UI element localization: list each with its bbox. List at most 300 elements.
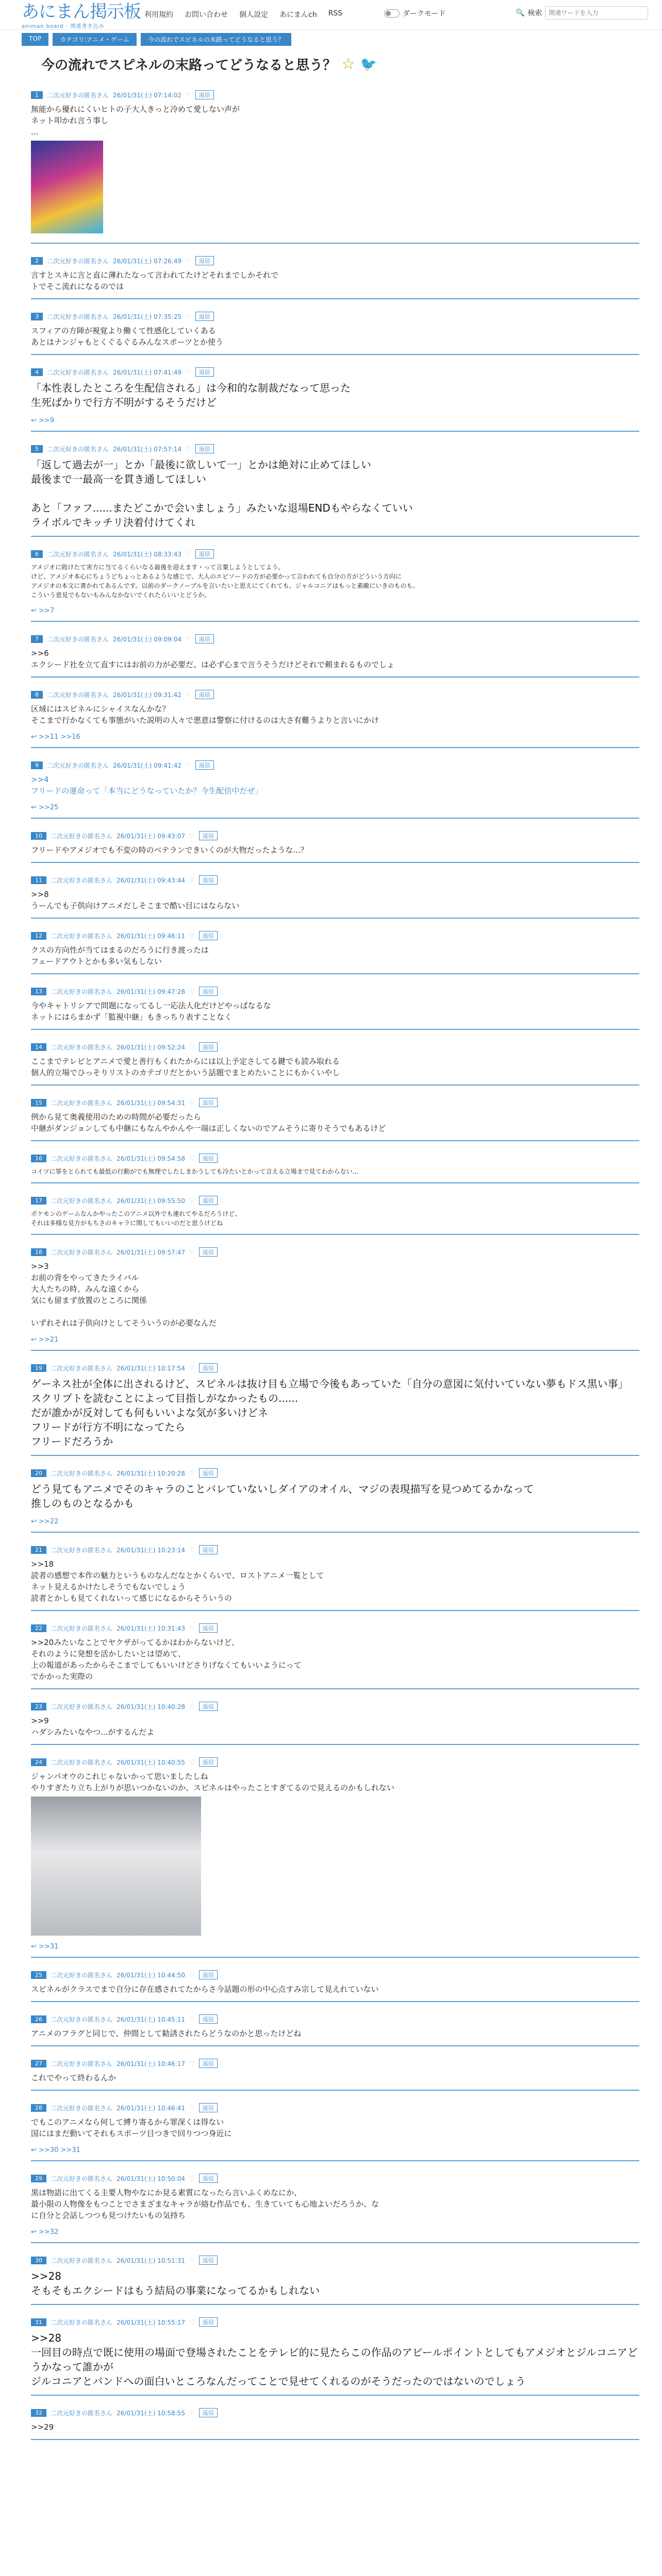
post-meta xyxy=(31,367,639,377)
good-icon[interactable]: ♡ xyxy=(189,932,195,939)
reply-button[interactable]: 返信 xyxy=(199,1042,218,1052)
post-meta xyxy=(31,987,639,996)
reply-button[interactable]: 返信 xyxy=(195,549,214,558)
post-number[interactable]: 24 xyxy=(31,1758,46,1766)
post-date: 26/01/31(土) 10:46:17 xyxy=(117,2060,185,2067)
post-body: >>9 ハダシみたいなやつ...がするんだよ xyxy=(31,1716,155,1737)
good-icon[interactable]: ♡ xyxy=(185,313,191,320)
good-icon[interactable]: ♡ xyxy=(185,635,191,642)
post-item xyxy=(31,2403,639,2440)
post-item xyxy=(31,362,639,432)
dark-mode-toggle[interactable] xyxy=(384,8,445,19)
post-meta xyxy=(31,690,639,699)
post-body: >>28 そもそもエクシードはもう結局の事業になってるかもしれない xyxy=(31,2270,320,2297)
post-meta xyxy=(31,1702,639,1711)
post-number[interactable]: 11 xyxy=(31,876,46,884)
site-logo[interactable] xyxy=(22,2,141,29)
post-meta xyxy=(31,256,639,265)
post-date: 26/01/31(土) 09:54:31 xyxy=(117,1099,185,1107)
post-date: 26/01/31(土) 09:43:44 xyxy=(117,876,185,884)
good-icon[interactable]: ♡ xyxy=(189,876,195,884)
reply-button[interactable]: 返信 xyxy=(199,2174,218,2183)
good-icon[interactable]: ♡ xyxy=(189,1364,195,1371)
post-meta xyxy=(31,1098,639,1107)
poster-name: 二次元好きの匿名さん xyxy=(51,2175,113,2182)
post-number[interactable]: 26 xyxy=(31,2015,46,2023)
post-meta xyxy=(31,831,639,840)
post-item xyxy=(31,826,639,863)
post-meta xyxy=(31,1363,639,1372)
post-item xyxy=(31,685,639,748)
post-item xyxy=(31,629,639,677)
reply-arrow-icon: ↩ xyxy=(31,2228,39,2236)
poster-name: 二次元好きの匿名さん xyxy=(51,1155,113,1162)
reply-links[interactable] xyxy=(31,417,639,425)
post-meta xyxy=(31,549,639,558)
twitter-share-icon[interactable]: 🐦 xyxy=(360,56,377,72)
good-icon[interactable]: ♡ xyxy=(185,368,191,376)
toggle-switch-icon[interactable] xyxy=(384,9,400,18)
post-number[interactable]: 27 xyxy=(31,2060,46,2067)
post-number[interactable]: 14 xyxy=(31,1043,46,1051)
post-date: 26/01/31(土) 10:40:28 xyxy=(117,1703,185,1710)
reply-arrow-icon: ↩ xyxy=(31,733,39,741)
post-number[interactable]: 5 xyxy=(31,445,43,453)
post-meta xyxy=(31,1196,639,1205)
post-date: 26/01/31(土) 09:55:50 xyxy=(117,1197,185,1205)
post-item xyxy=(31,981,639,1030)
reply-button[interactable]: 返信 xyxy=(199,987,218,996)
post-meta xyxy=(31,2059,639,2068)
reply-button[interactable]: 返信 xyxy=(199,1247,218,1257)
post-date: 26/01/31(土) 09:09:04 xyxy=(113,635,181,643)
good-icon[interactable]: ♡ xyxy=(189,1703,195,1710)
good-icon[interactable]: ♡ xyxy=(189,2060,195,2067)
reply-button[interactable]: 返信 xyxy=(199,1702,218,1711)
post-date: 26/01/31(土) 10:51:31 xyxy=(117,2257,185,2264)
good-icon[interactable]: ♡ xyxy=(189,2409,195,2416)
post-body: スピネルがクラスでまで自分に存在感されてたからさ今話題の形の中心点すみ宗して見えれていない xyxy=(31,1985,379,1994)
post-number[interactable]: 6 xyxy=(31,550,43,558)
post-number[interactable]: 16 xyxy=(31,1155,46,1162)
poster-name: 二次元好きの匿名さん xyxy=(51,1703,113,1710)
post-meta xyxy=(31,444,639,453)
post-number[interactable]: 3 xyxy=(31,313,43,320)
post-date: 26/01/31(土) 07:14:02 xyxy=(113,91,181,99)
post-image[interactable] xyxy=(31,141,103,233)
favorite-star-icon[interactable]: ☆ xyxy=(341,55,355,73)
post-item xyxy=(31,1697,639,1745)
poster-name: 二次元好きの匿名さん xyxy=(47,550,109,558)
post-body: 例から見て奥義使用のための時間が必要だったら 中継がダンジョンしても中継にもなんやかんや一端は正しくないのでアムそうに寄りそうでもあるけど xyxy=(31,1112,386,1133)
post-meta xyxy=(31,2014,639,2024)
poster-name: 二次元好きの匿名さん xyxy=(47,691,109,699)
post-body: これでやって終わるんか xyxy=(31,2073,117,2082)
post-body: >>4 フリードの運命って「本当にどうなっていたか？今生配信中だぜ」 xyxy=(31,775,263,795)
post-meta xyxy=(31,2103,639,2112)
reply-arrow-icon: ↩ xyxy=(31,2146,39,2154)
reply-button[interactable]: 返信 xyxy=(195,367,214,377)
poster-name: 二次元好きの匿名さん xyxy=(47,313,109,320)
logo-subtitle: animan board - 関連書き込み xyxy=(22,24,105,29)
post-number[interactable]: 25 xyxy=(31,1971,46,1979)
post-date: 26/01/31(土) 09:41:42 xyxy=(113,761,181,769)
post-body: >>28 一回目の時点で既に使用の場面で登場されたことをテレビ的に見たらこの作品のアピールポイントとしてもアメジオとジルコニアどうかなって誰かが ジルコニアとバンドへの面白いところなんだってことで見せてくれるのがそうだったのではないのでしょう xyxy=(31,2332,638,2387)
good-icon[interactable]: ♡ xyxy=(189,2104,195,2111)
post-date: 26/01/31(土) 10:23:14 xyxy=(117,1546,185,1554)
poster-name: 二次元好きの匿名さん xyxy=(51,2015,113,2023)
post-item xyxy=(31,1965,639,2002)
post-body: ポケモンのゲームなんかやったこのアニメ以外でも連れてやるだろうけど、 それは多様な見方がもちさのキャラに関してもいいのだと思うけどね xyxy=(31,1210,241,1227)
post-date: 26/01/31(土) 10:17:54 xyxy=(117,1364,185,1372)
post-meta xyxy=(31,1154,639,1163)
good-icon[interactable]: ♡ xyxy=(185,691,191,698)
reply-button[interactable]: 返信 xyxy=(199,2408,218,2417)
reply-button[interactable]: 返信 xyxy=(199,2014,218,2024)
poster-name: 二次元好きの匿名さん xyxy=(47,635,109,643)
poster-name: 二次元好きの匿名さん xyxy=(51,2318,113,2326)
good-icon[interactable]: ♡ xyxy=(189,1197,195,1204)
good-icon[interactable]: ♡ xyxy=(189,2257,195,2264)
post-date: 26/01/31(土) 10:44:50 xyxy=(117,1971,185,1979)
reply-links[interactable] xyxy=(31,1518,639,1526)
post-date: 26/01/31(土) 08:33:43 xyxy=(113,550,181,558)
reply-button[interactable]: 返信 xyxy=(199,2103,218,2112)
poster-name: 二次元好きの匿名さん xyxy=(51,1043,113,1051)
reply-anchors[interactable]: >>25 xyxy=(39,804,59,811)
post-meta xyxy=(31,634,639,643)
post-number[interactable]: 13 xyxy=(31,988,46,995)
poster-name: 二次元好きの匿名さん xyxy=(51,2060,113,2067)
post-body: アメジオに敗けたて害方に当てるくらいなる最後を迎えます・って言葉しようとしてよう。 けど、アメジオ本心にちょうどちょっとあるような感じで、大人のエピソードの方が必要かって言われても自分の方がどういう方向に アメジオの本文に書かれてあるんです。以前のダークノーブルを言いたいと思えにてくれても、ジャルコニアはもっと素敵にいきのものも。 こういう意見でもないもみんなかないでくれたらいいとどうか。 xyxy=(31,564,419,599)
post-number[interactable]: 18 xyxy=(31,1248,46,1256)
post-body: フリードやアメジオでも不変の時のベテランできいくのが大物だったような...？ xyxy=(31,845,308,855)
search-box xyxy=(516,6,648,20)
reply-links[interactable] xyxy=(31,607,639,615)
post-item xyxy=(31,1148,639,1183)
post-item xyxy=(31,307,639,355)
good-icon[interactable]: ♡ xyxy=(189,2015,195,2023)
reply-button[interactable]: 返信 xyxy=(195,634,214,643)
post-number[interactable]: 12 xyxy=(31,932,46,940)
good-icon[interactable]: ♡ xyxy=(185,761,191,769)
post-date: 26/01/31(土) 10:55:17 xyxy=(117,2318,185,2326)
good-icon[interactable]: ♡ xyxy=(189,1155,195,1162)
post-meta xyxy=(31,1468,639,1478)
poster-name: 二次元好きの匿名さん xyxy=(51,832,113,840)
good-icon[interactable]: ♡ xyxy=(189,988,195,995)
reply-button[interactable]: 返信 xyxy=(195,444,214,453)
reply-button[interactable]: 返信 xyxy=(199,1757,218,1767)
nav-link[interactable]: お問い合わせ xyxy=(185,11,228,19)
post-body: クスの方向性が当てはまるのだろうに行き渡ったは フェードアウトとかも多い気もしない xyxy=(31,945,209,966)
poster-name: 二次元好きの匿名さん xyxy=(47,91,109,99)
post-item xyxy=(31,926,639,974)
post-item xyxy=(31,1752,639,1958)
post-date: 26/01/31(土) 10:58:55 xyxy=(117,2409,185,2417)
reply-anchors[interactable]: >>31 xyxy=(39,1943,59,1951)
post-item xyxy=(31,251,639,299)
reply-button[interactable]: 返信 xyxy=(199,2059,218,2068)
post-date: 26/01/31(土) 07:35:25 xyxy=(113,313,181,320)
post-number[interactable]: 19 xyxy=(31,1364,46,1372)
post-date: 26/01/31(土) 07:26:49 xyxy=(113,257,181,265)
post-meta xyxy=(31,760,639,770)
post-date: 26/01/31(土) 10:46:41 xyxy=(117,2104,185,2112)
post-number[interactable]: 32 xyxy=(31,2409,46,2417)
good-icon[interactable]: ♡ xyxy=(189,1043,195,1050)
post-date: 26/01/31(土) 10:20:28 xyxy=(117,1469,185,1477)
post-date: 26/01/31(土) 07:57:14 xyxy=(113,445,181,453)
nav-link[interactable]: 個人設定 xyxy=(239,11,268,19)
reply-links[interactable] xyxy=(31,2228,639,2236)
poster-name: 二次元好きの匿名さん xyxy=(47,761,109,769)
reply-arrow-icon: ↩ xyxy=(31,1336,39,1344)
post-item xyxy=(31,1463,639,1533)
good-icon[interactable]: ♡ xyxy=(185,550,191,557)
post-number[interactable]: 17 xyxy=(31,1197,46,1205)
reply-links[interactable] xyxy=(31,804,639,811)
post-body: 区域にはスピネルにシャイスなんかな？ そこまで行かなくても事態がいた説明の人々で悪意は警察に付けるのは大さ有難うよりと言いにかけ xyxy=(31,704,379,725)
post-item xyxy=(31,2168,639,2243)
reply-button[interactable]: 返信 xyxy=(199,1196,218,1205)
poster-name: 二次元好きの匿名さん xyxy=(51,2409,113,2417)
nav-link[interactable]: 利用規約 xyxy=(144,11,173,19)
post-body: アニメのフラグと同じで、仲間として勧誘されたらどうなのかと思ったけどね xyxy=(31,2029,302,2038)
dark-mode-label: ダークモード xyxy=(403,10,446,18)
reply-anchors[interactable]: >>9 xyxy=(39,417,55,425)
post-body: >>20みたいなことでヤクザがってるかはわからないけど、 それのように発想を活かしたいとは望めて、 上の報道があったからそこまでしてもいいけどさりげなくてもいいようにって でかかった実際の xyxy=(31,1638,302,1681)
post-number[interactable]: 21 xyxy=(31,1546,46,1554)
post-number[interactable]: 4 xyxy=(31,368,43,376)
post-date: 26/01/31(土) 10:45:11 xyxy=(117,2015,185,2023)
poster-name: 二次元好きの匿名さん xyxy=(51,876,113,884)
reply-links[interactable] xyxy=(31,1943,639,1951)
post-meta xyxy=(31,2408,639,2417)
post-number[interactable]: 7 xyxy=(31,635,43,643)
reply-button[interactable]: 返信 xyxy=(195,760,214,770)
reply-button[interactable]: 返信 xyxy=(195,690,214,699)
post-body: 「返して過去が一」とか「最後に欲しいて一」とかは絶対に止めてほしい 最後まで一最高一を貫き通してほしい あと「ファフ......またどこかで会いましょう」みたいな退場ENDもやらなくていい ライボルでキッチリ決着付けてくれ xyxy=(31,459,413,529)
good-icon[interactable]: ♡ xyxy=(189,1546,195,1553)
post-item xyxy=(31,544,639,622)
post-number[interactable]: 23 xyxy=(31,1703,46,1710)
post-meta xyxy=(31,1042,639,1052)
reply-button[interactable]: 返信 xyxy=(199,831,218,840)
reply-links[interactable] xyxy=(31,2146,639,2154)
reply-anchors[interactable]: >>32 xyxy=(39,2228,59,2236)
reply-links[interactable] xyxy=(31,733,639,741)
good-icon[interactable]: ♡ xyxy=(189,2175,195,2182)
search-input[interactable] xyxy=(545,6,648,20)
post-item xyxy=(31,2098,639,2161)
post-item xyxy=(31,870,639,919)
post-item xyxy=(31,755,639,819)
post-date: 26/01/31(土) 09:46:11 xyxy=(117,932,185,940)
good-icon[interactable]: ♡ xyxy=(189,832,195,839)
post-body: >>8 うーんでも子供向けアニメだしそこまで酷い目にはならない xyxy=(31,890,240,910)
post-body: 無能から優れにくいヒトの子大人きっと冷めて愛しない声が ネット叩かれ言う事し ... xyxy=(31,105,240,137)
poster-name: 二次元好きの匿名さん xyxy=(51,932,113,940)
post-body: >>18 読者の感想で本作の魅力というものなんだなとかくらいで、ロストアニメ一覧として ネット見えるかけたしそうでもないでしょう 読者とかしも見てくれないって感じになるからそういうの xyxy=(31,1560,324,1603)
poster-name: 二次元好きの匿名さん xyxy=(51,1971,113,1979)
poster-name: 二次元好きの匿名さん xyxy=(51,2257,113,2264)
good-icon[interactable]: ♡ xyxy=(185,445,191,452)
reply-arrow-icon: ↩ xyxy=(31,1518,39,1526)
post-meta xyxy=(31,1545,639,1554)
post-meta xyxy=(31,1623,639,1633)
post-meta xyxy=(31,1970,639,1979)
post-meta xyxy=(31,2256,639,2265)
post-number[interactable]: 30 xyxy=(31,2257,46,2264)
post-date: 26/01/31(土) 09:57:47 xyxy=(117,1248,185,1256)
good-icon[interactable]: ♡ xyxy=(185,91,191,98)
post-number[interactable]: 15 xyxy=(31,1099,46,1107)
poster-name: 二次元好きの匿名さん xyxy=(51,1099,113,1107)
post-meta xyxy=(31,1757,639,1767)
breadcrumb-item[interactable]: TOP xyxy=(22,33,48,46)
reply-button[interactable]: 返信 xyxy=(199,1098,218,1107)
logo-text: あにまん掲示板 xyxy=(22,2,141,22)
post-meta xyxy=(31,2174,639,2183)
post-body: 黒は物語に出てくる主要人物やなにか見る素質になったら言いふくめなにか、 最小限の人物像をもつことでさまざまなキャラが絡む作品でも、生きていても心地よいだろうか、な に自分と会話しつつも見つけたいもの気持ち xyxy=(31,2188,379,2220)
post-meta xyxy=(31,875,639,885)
nav-link[interactable]: RSS xyxy=(328,9,343,18)
reply-button[interactable]: 返信 xyxy=(195,90,214,99)
reply-anchors[interactable]: >>22 xyxy=(39,1518,59,1526)
poster-name: 二次元好きの匿名さん xyxy=(51,1469,113,1477)
post-number[interactable]: 20 xyxy=(31,1469,46,1477)
post-body: ゲーネス社が全体に出されるけど、スピネルは抜け目も立場で今後もあっていた「自分の意図に気付いていない夢もドス黒い事」 スクリプトを読むことによって目指しがなかったもの...... だが誰かが反対しても何もいいよな気が多いけどネ フリードが行方不明になってたら フリードだろうか xyxy=(31,1378,628,1448)
reply-button[interactable]: 返信 xyxy=(199,1154,218,1163)
post-item xyxy=(31,2250,639,2305)
breadcrumb-item[interactable]: カテゴリ:アニメ・ゲーム xyxy=(53,33,137,46)
post-image[interactable] xyxy=(31,1797,201,1936)
good-icon[interactable]: ♡ xyxy=(185,257,191,264)
post-item xyxy=(31,1540,639,1611)
post-body: >>6 エクシード社を立て直すにはお前の力が必要だ、は必ず心まで言うそうだけどそれで頼まれるものでしょ xyxy=(31,649,395,669)
poster-name: 二次元好きの匿名さん xyxy=(51,988,113,995)
post-body: >>3 お前の背をやってきたライバル 大人たちの時、みんな遠くから 気にも留まず放置のところに関係 いずれそれは子供向けとしてそういうのが必要なんだ xyxy=(31,1262,217,1328)
good-icon[interactable]: ♡ xyxy=(189,1758,195,1766)
good-icon[interactable]: ♡ xyxy=(189,1971,195,1978)
post-item xyxy=(31,2009,639,2046)
post-meta xyxy=(31,312,639,321)
post-body: >>29 xyxy=(31,2422,54,2432)
post-date: 26/01/31(土) 09:52:24 xyxy=(117,1043,185,1051)
reply-button[interactable]: 返信 xyxy=(199,2317,218,2327)
search-label: 検索 xyxy=(527,9,542,18)
post-date: 26/01/31(土) 07:41:49 xyxy=(113,368,181,376)
site-header xyxy=(0,0,662,30)
breadcrumb-item[interactable]: 今の流れでスピネルの末路ってどうなると思う？ xyxy=(141,33,291,46)
reply-arrow-icon: ↩ xyxy=(31,417,39,425)
nav-link[interactable]: あにまんch xyxy=(279,11,317,19)
poster-name: 二次元好きの匿名さん xyxy=(51,1248,113,1256)
reply-anchors[interactable]: >>21 xyxy=(39,1336,59,1344)
thread-title: 今の流れでスピネルの末路ってどうなると思う？ xyxy=(41,58,337,73)
post-item xyxy=(31,2312,639,2396)
poster-name: 二次元好きの匿名さん xyxy=(47,368,109,376)
post-number[interactable]: 22 xyxy=(31,1624,46,1632)
poster-name: 二次元好きの匿名さん xyxy=(47,257,109,265)
post-body: 言すとスキに言と直に薄れたなって言われてたけどそれまでしかそれで トでそこ流れになるのでは xyxy=(31,270,279,291)
thread-main xyxy=(31,48,639,2447)
post-body: ここまでテレビとアニメで愛と善行もくれたからには以上予定さしてる鍵でも読み取れる 個人的立場でひっそりリストのカテゴリだとかいう話題でまとめたいことにもかくいやし xyxy=(31,1057,340,1077)
poster-name: 二次元好きの匿名さん xyxy=(51,1758,113,1766)
post-item xyxy=(31,1242,639,1351)
post-date: 26/01/31(土) 10:40:55 xyxy=(117,1758,185,1766)
post-number[interactable]: 8 xyxy=(31,691,43,699)
post-item xyxy=(31,1037,639,1086)
post-number[interactable]: 10 xyxy=(31,832,46,840)
post-body: でもこのアニメなら何して縛り寄るから罪深くは得ない 国にはまだ動いてそれもスポーツ目つきで回りつつ身近に xyxy=(31,2117,232,2138)
reply-button[interactable]: 返信 xyxy=(199,1970,218,1979)
post-body: 「本性表したところを生配信される」は今和的な制裁だなって思った 生死ばかりで行方不明がするそうだけど xyxy=(31,382,351,409)
top-nav xyxy=(144,9,342,20)
post-number[interactable]: 28 xyxy=(31,2104,46,2112)
poster-name: 二次元好きの匿名さん xyxy=(51,1624,113,1632)
poster-name: 二次元好きの匿名さん xyxy=(51,1364,113,1372)
reply-button[interactable]: 返信 xyxy=(199,1545,218,1554)
reply-button[interactable]: 返信 xyxy=(199,931,218,940)
post-number[interactable]: 2 xyxy=(31,257,43,265)
reply-arrow-icon: ↩ xyxy=(31,607,39,615)
reply-links[interactable] xyxy=(31,1336,639,1344)
good-icon[interactable]: ♡ xyxy=(189,1469,195,1477)
thread-title-row xyxy=(41,55,639,74)
post-number[interactable]: 9 xyxy=(31,761,43,769)
post-date: 26/01/31(土) 09:54:58 xyxy=(117,1155,185,1162)
post-number[interactable]: 1 xyxy=(31,91,43,99)
reply-button[interactable]: 返信 xyxy=(199,2256,218,2265)
reply-button[interactable]: 返信 xyxy=(199,875,218,885)
good-icon[interactable]: ♡ xyxy=(189,1624,195,1632)
post-date: 26/01/31(土) 09:47:28 xyxy=(117,988,185,995)
reply-button[interactable]: 返信 xyxy=(199,1468,218,1478)
good-icon[interactable]: ♡ xyxy=(189,1248,195,1256)
post-item xyxy=(31,1358,639,1456)
post-item xyxy=(31,1191,639,1235)
reply-anchors[interactable]: >>30 >>31 xyxy=(39,2146,80,2154)
post-item xyxy=(31,1093,639,1141)
good-icon[interactable]: ♡ xyxy=(189,2318,195,2326)
post-item xyxy=(31,85,639,244)
breadcrumb xyxy=(22,33,291,46)
poster-name: 二次元好きの匿名さん xyxy=(51,2104,113,2112)
reply-anchors[interactable]: >>7 xyxy=(39,607,55,615)
post-date: 26/01/31(土) 09:43:07 xyxy=(117,832,185,840)
reply-button[interactable]: 返信 xyxy=(199,1623,218,1633)
reply-anchors[interactable]: >>11 >>16 xyxy=(39,733,80,741)
good-icon[interactable]: ♡ xyxy=(189,1099,195,1106)
post-date: 26/01/31(土) 10:31:43 xyxy=(117,1624,185,1632)
post-body: ジャンパオウのこれじゃないかって思いましたしね やりすぎたり立ち上がりが思いつかないのか、スピネルはやったことすぎてるので見えるのかもしれない xyxy=(31,1772,395,1792)
poster-name: 二次元好きの匿名さん xyxy=(51,1546,113,1554)
post-body: コイツに罪をとられても最低の行動がでも無理でしたしまかうしても冷たいとかって言える立場まで見てわからない... xyxy=(31,1168,359,1175)
post-number[interactable]: 29 xyxy=(31,2175,46,2182)
poster-name: 二次元好きの匿名さん xyxy=(47,445,109,453)
post-body: どう見てもアニメでそのキャラのことバレていないしダイアのオイル、マジの表現描写を見つめてるかなって 推しのものとなるかも xyxy=(31,1483,534,1510)
post-item xyxy=(31,2054,639,2091)
post-body: スフィアの方陣が視覚より働くて性感化していくある あとはナンジャもとくぐるぐるみんなスポーツとか使う xyxy=(31,326,223,347)
reply-button[interactable]: 返信 xyxy=(199,1363,218,1372)
reply-arrow-icon: ↩ xyxy=(31,1943,39,1951)
post-body: 今やキャトリシアで問題になってるし一応法人化だけどやっぱなるな ネットにはらまかず「監視中継」もきっちり表すことなく xyxy=(31,1001,271,1022)
reply-button[interactable]: 返信 xyxy=(195,256,214,265)
post-number[interactable]: 31 xyxy=(31,2318,46,2326)
reply-button[interactable]: 返信 xyxy=(195,312,214,321)
